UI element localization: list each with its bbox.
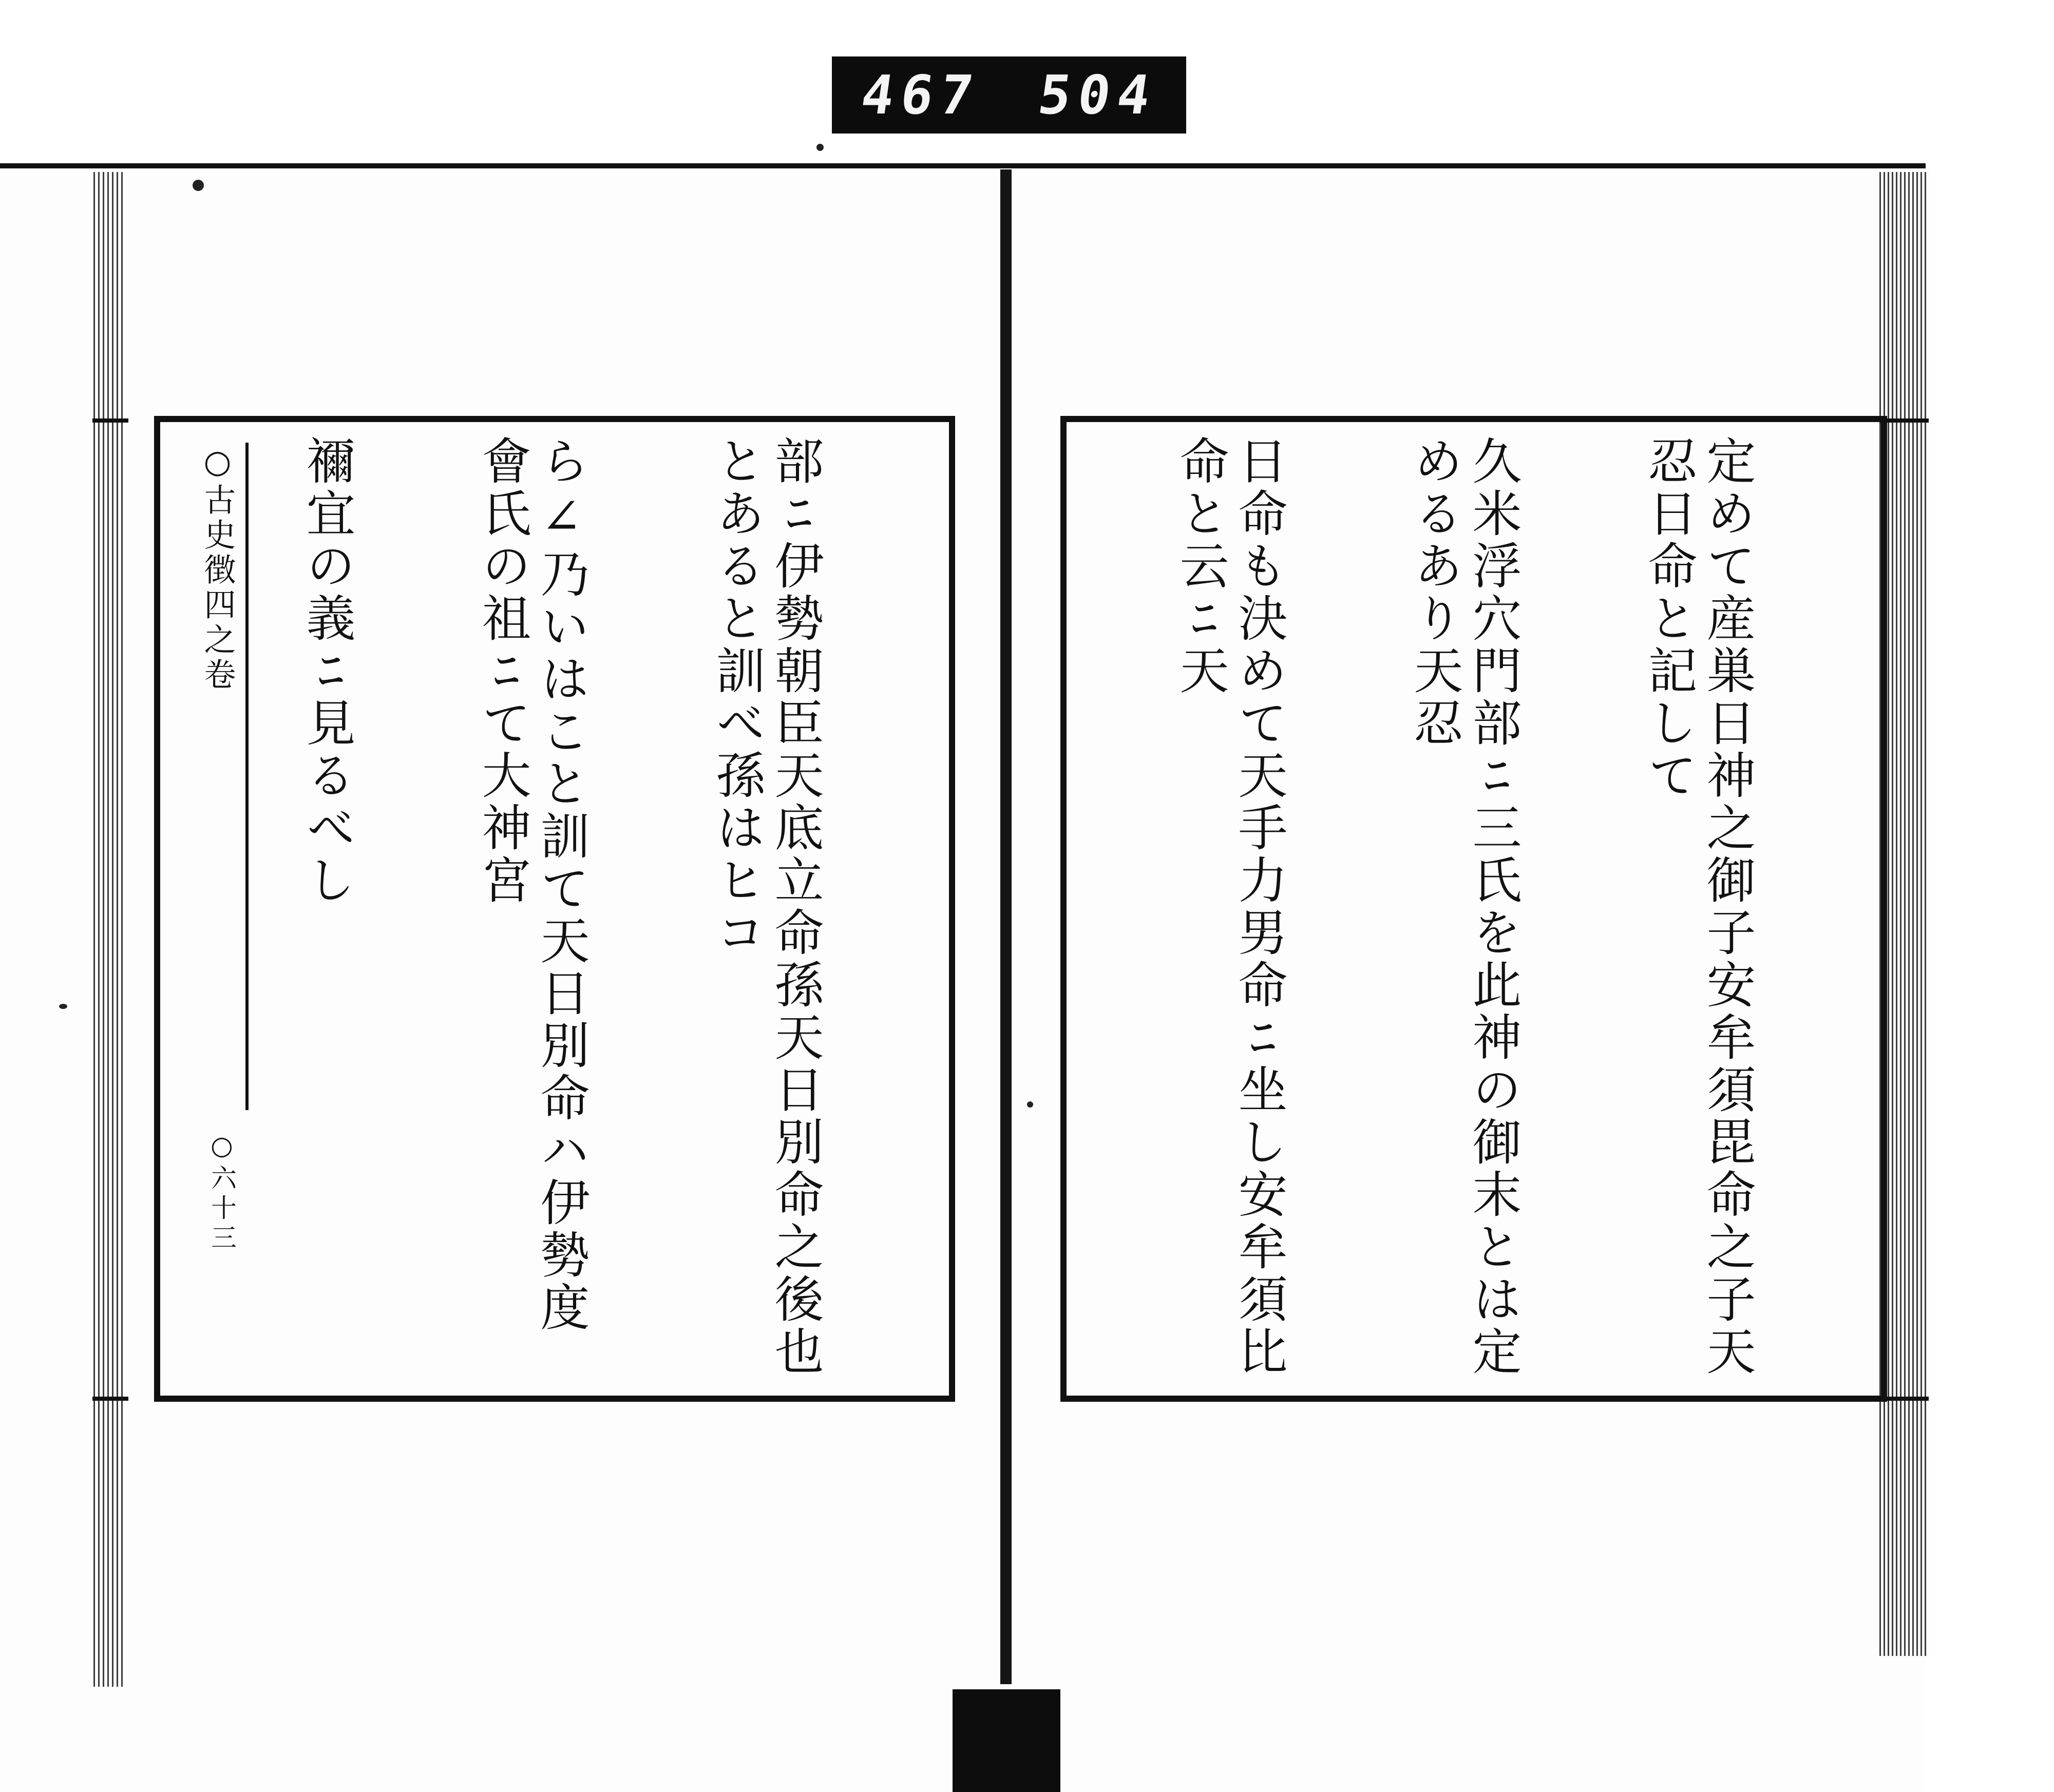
text-column: 禰宜の義ﾆ見るべし [298,435,356,907]
edge-band [92,418,128,423]
text-column: ら∠乃いはこと訓て天日別命ハ伊勢度會氏の祖ﾆて大神宮 [474,435,590,1334]
scan-speck [1027,1101,1033,1108]
spine-clip [953,1689,1060,1792]
right-text-body [1078,435,1874,1383]
left-text-frame [154,416,955,1402]
left-text-body [228,435,942,1383]
running-head: ○古史徴四之卷 [174,443,249,1110]
page-number: ○六十三 [207,1131,237,1254]
right-text-frame [1060,416,1887,1402]
text-column: 久米浮穴門部ﾆ三氏を此神の御末とは定めるあり天忍 [1406,435,1522,1378]
book-top-edge [0,163,1926,168]
left-page-edge [93,172,123,1687]
call-number-left: 467 [857,64,984,126]
text-column: 定めて産巣日神之御子安牟須毘命之子天忍日命と記して [1640,435,1756,1378]
scan-speck [59,1004,67,1009]
text-column: 部ﾆ伊勢朝臣天底立命孫天日別命之後也とあると訓べ孫はヒコ [708,435,824,1378]
call-number-right: 504 [1034,64,1161,126]
book-spine [1000,169,1012,1684]
edge-band [92,1397,128,1401]
scan-speck [193,180,204,191]
text-column: 日命も決めて天手力男命ﾆ坐し安牟須比命と云ﾆ天 [1172,435,1288,1378]
scan-speck [816,144,824,151]
call-number-label [832,56,1186,134]
